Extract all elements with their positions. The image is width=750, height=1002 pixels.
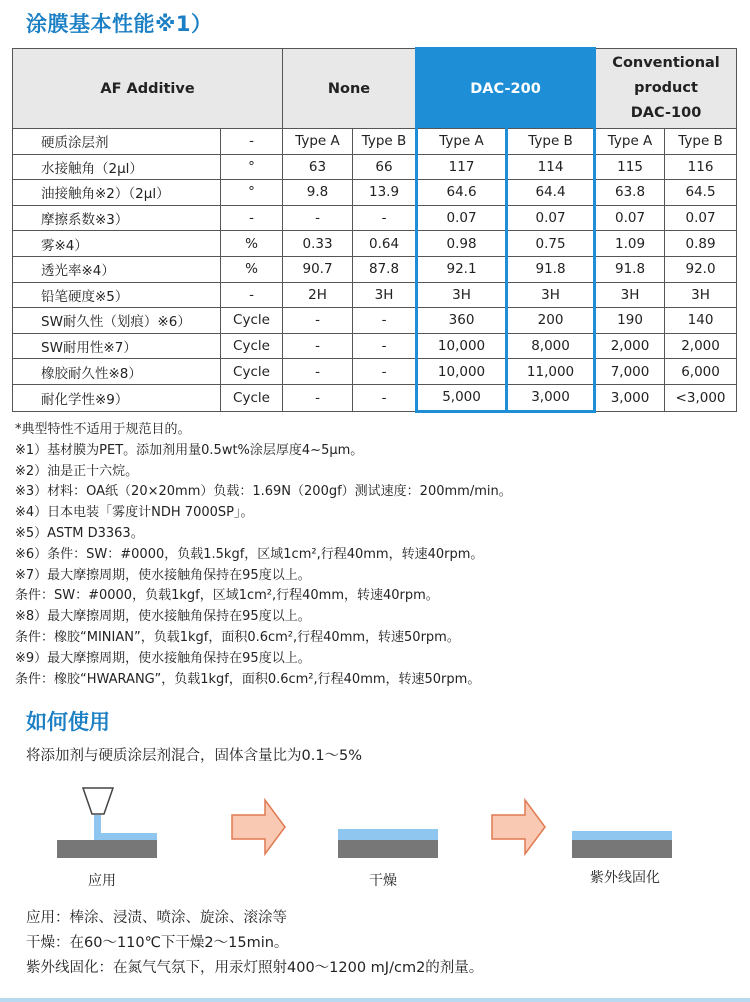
dac200-type-b-cell: 64.4 bbox=[507, 180, 595, 206]
property-cell: 橡胶耐久性※8） bbox=[13, 359, 221, 385]
caption-apply: 应用 bbox=[88, 873, 116, 889]
none-type-b-cell: - bbox=[353, 333, 417, 359]
header-conventional bbox=[595, 49, 737, 129]
table-header-row bbox=[13, 49, 737, 129]
unit-cell: - bbox=[221, 282, 283, 308]
header-conventional-line1: Conventional bbox=[612, 55, 720, 71]
dac200-type-b-cell: 0.07 bbox=[507, 205, 595, 231]
nozzle-icon bbox=[83, 788, 113, 814]
dac200-type-b-cell: 3H bbox=[507, 282, 595, 308]
conv-type-a-cell: 7,000 bbox=[595, 359, 665, 385]
conv-type-a-cell: 1.09 bbox=[595, 231, 665, 257]
conv-type-a-cell: 91.8 bbox=[595, 256, 665, 282]
unit-cell: % bbox=[221, 231, 283, 257]
dac200-type-b-cell: 11,000 bbox=[507, 359, 595, 385]
unit-cell: Cycle bbox=[221, 308, 283, 334]
footnote-line: ※4）日本电装「雾度计NDH 7000SP」。 bbox=[15, 505, 254, 521]
property-cell: 铅笔硬度※5） bbox=[13, 282, 221, 308]
dac200-type-a-cell: 10,000 bbox=[417, 359, 507, 385]
step-apply-illustration bbox=[57, 788, 157, 858]
none-type-b-cell: 0.64 bbox=[353, 231, 417, 257]
footnote-line: 条件：橡胶“MINIAN”，负载1kgf，面积0.6cm²,行程40mm，转速50rpm。 bbox=[15, 629, 460, 645]
dac200-type-a-cell: 64.6 bbox=[417, 180, 507, 206]
table-row bbox=[13, 205, 737, 231]
dac200-type-a-cell: 92.1 bbox=[417, 256, 507, 282]
none-type-a-cell: - bbox=[283, 205, 353, 231]
conv-type-b-cell: 140 bbox=[665, 308, 737, 334]
uv-coating bbox=[572, 831, 672, 840]
usage-step-uv: 紫外线固化：在氮气气氛下，用汞灯照射400～1200 mJ/cm2的剂量。 bbox=[26, 960, 484, 976]
usage-steps bbox=[26, 906, 483, 981]
property-cell: 耐化学性※9） bbox=[13, 384, 221, 411]
conv-type-b-cell: 0.07 bbox=[665, 205, 737, 231]
footnote-line: ※8）最大摩擦周期，使水接触角保持在95度以上。 bbox=[15, 609, 311, 625]
footnote-line: ※1）基材膜为PET。添加剂用量0.5wt%涂层厚度4~5μm。 bbox=[15, 442, 364, 458]
conv-type-a-cell: 3H bbox=[595, 282, 665, 308]
conv-type-b-cell: 64.5 bbox=[665, 180, 737, 206]
none-type-b-cell: 13.9 bbox=[353, 180, 417, 206]
dry-substrate bbox=[338, 840, 438, 858]
footnote-line: ※3）材料：OA纸（20×20mm）负载：1.69N（200gf）测试速度：200mm/min。 bbox=[15, 484, 512, 500]
dac200-type-a-cell: 117 bbox=[417, 154, 507, 180]
apply-coating bbox=[95, 833, 157, 840]
property-cell: 硬质涂层剂 bbox=[13, 129, 221, 155]
none-type-a-cell: - bbox=[283, 308, 353, 334]
footnotes bbox=[15, 420, 512, 690]
table-row bbox=[13, 231, 737, 257]
conv-type-b-cell: <3,000 bbox=[665, 384, 737, 411]
unit-cell: - bbox=[221, 205, 283, 231]
usage-step-dry: 干燥：在60～110℃下干燥2～15min。 bbox=[26, 935, 289, 951]
conv-type-b-cell: 0.89 bbox=[665, 231, 737, 257]
none-type-a-cell: 63 bbox=[283, 154, 353, 180]
dac200-type-a-cell: 0.98 bbox=[417, 231, 507, 257]
footnote-line: ※7）最大摩擦周期，使水接触角保持在95度以上。 bbox=[15, 567, 311, 583]
dac200-type-b-cell: 91.8 bbox=[507, 256, 595, 282]
footnote-line: 条件：橡胶“HWARANG”，负载1kgf，面积0.6cm²,行程40mm，转速50rpm。 bbox=[15, 671, 481, 687]
table-row bbox=[13, 154, 737, 180]
footnote-line: ※5）ASTM D3363。 bbox=[15, 525, 144, 541]
none-type-b-cell: 87.8 bbox=[353, 256, 417, 282]
header-conventional-line3: DAC-100 bbox=[630, 105, 702, 121]
section-title-how-to-use: 如何使用 bbox=[26, 710, 110, 734]
footnote-line: ※9）最大摩擦周期，使水接触角保持在95度以上。 bbox=[15, 650, 311, 666]
table-row bbox=[13, 308, 737, 334]
dac200-type-b-cell: 114 bbox=[507, 154, 595, 180]
none-type-a-cell: - bbox=[283, 333, 353, 359]
conv-type-b-cell: 2,000 bbox=[665, 333, 737, 359]
header-af-additive: AF Additive bbox=[13, 49, 283, 129]
table-row bbox=[13, 180, 737, 206]
table-row bbox=[13, 256, 737, 282]
none-type-a-cell: 0.33 bbox=[283, 231, 353, 257]
conv-type-b-cell: 92.0 bbox=[665, 256, 737, 282]
caption-dry: 干燥 bbox=[369, 873, 397, 889]
property-cell: 透光率※4） bbox=[13, 256, 221, 282]
unit-cell: ° bbox=[221, 154, 283, 180]
dac200-type-b-cell: 3,000 bbox=[507, 384, 595, 411]
none-type-b-cell: Type B bbox=[353, 129, 417, 155]
none-type-b-cell: - bbox=[353, 308, 417, 334]
conv-type-b-cell: 3H bbox=[665, 282, 737, 308]
dac200-type-b-cell: 200 bbox=[507, 308, 595, 334]
property-cell: 摩擦系数※3） bbox=[13, 205, 221, 231]
footnote-line: ※2）油是正十六烷。 bbox=[15, 463, 139, 479]
none-type-b-cell: - bbox=[353, 205, 417, 231]
conv-type-a-cell: 63.8 bbox=[595, 180, 665, 206]
step-uv-cure-illustration bbox=[572, 831, 672, 858]
footnote-line: *典型特性不适用于规范目的。 bbox=[15, 422, 191, 437]
apply-stream bbox=[94, 815, 101, 840]
header-none: None bbox=[283, 49, 417, 129]
step-dry-illustration bbox=[338, 829, 438, 858]
arrow-icon-1 bbox=[232, 800, 285, 854]
property-cell: 油接触角※2）（2μl） bbox=[13, 180, 221, 206]
conv-type-a-cell: Type A bbox=[595, 129, 665, 155]
unit-cell: Cycle bbox=[221, 333, 283, 359]
property-cell: SW耐用性※7） bbox=[13, 333, 221, 359]
table-row bbox=[13, 282, 737, 308]
none-type-a-cell: 9.8 bbox=[283, 180, 353, 206]
table-row bbox=[13, 384, 737, 411]
dac200-type-a-cell: Type A bbox=[417, 129, 507, 155]
conv-type-a-cell: 190 bbox=[595, 308, 665, 334]
bottom-divider bbox=[0, 998, 750, 1002]
property-cell: 水接触角（2μl） bbox=[13, 154, 221, 180]
dac200-type-a-cell: 10,000 bbox=[417, 333, 507, 359]
dac200-type-a-cell: 0.07 bbox=[417, 205, 507, 231]
unit-cell: - bbox=[221, 129, 283, 155]
conv-type-b-cell: 6,000 bbox=[665, 359, 737, 385]
uv-substrate bbox=[572, 840, 672, 858]
unit-cell: % bbox=[221, 256, 283, 282]
dac200-type-a-cell: 3H bbox=[417, 282, 507, 308]
conv-type-a-cell: 115 bbox=[595, 154, 665, 180]
unit-cell: Cycle bbox=[221, 359, 283, 385]
conv-type-b-cell: Type B bbox=[665, 129, 737, 155]
dac200-type-a-cell: 360 bbox=[417, 308, 507, 334]
none-type-b-cell: 66 bbox=[353, 154, 417, 180]
conv-type-a-cell: 2,000 bbox=[595, 333, 665, 359]
none-type-b-cell: - bbox=[353, 384, 417, 411]
header-conventional-line2: product bbox=[634, 80, 698, 96]
none-type-a-cell: - bbox=[283, 384, 353, 411]
section-title-coating-properties: 涂膜基本性能※1） bbox=[26, 12, 213, 36]
arrow-icon-2 bbox=[492, 800, 545, 854]
unit-cell: Cycle bbox=[221, 384, 283, 411]
none-type-a-cell: 2H bbox=[283, 282, 353, 308]
dac200-type-b-cell: 0.75 bbox=[507, 231, 595, 257]
none-type-a-cell: - bbox=[283, 359, 353, 385]
dac200-type-a-cell: 5,000 bbox=[417, 384, 507, 411]
none-type-b-cell: - bbox=[353, 359, 417, 385]
conv-type-a-cell: 0.07 bbox=[595, 205, 665, 231]
property-cell: SW耐久性（划痕）※6） bbox=[13, 308, 221, 334]
none-type-a-cell: Type A bbox=[283, 129, 353, 155]
conv-type-a-cell: 3,000 bbox=[595, 384, 665, 411]
none-type-a-cell: 90.7 bbox=[283, 256, 353, 282]
none-type-b-cell: 3H bbox=[353, 282, 417, 308]
properties-table bbox=[12, 47, 737, 413]
dac200-type-b-cell: 8,000 bbox=[507, 333, 595, 359]
header-dac-200: DAC-200 bbox=[417, 49, 595, 129]
caption-uv-cure: 紫外线固化 bbox=[590, 870, 660, 886]
footnote-line: ※6）条件：SW：#0000，负载1.5kgf，区域1cm²,行程40mm，转速40rpm。 bbox=[15, 546, 484, 562]
unit-cell: ° bbox=[221, 180, 283, 206]
usage-lead-text: 将添加剂与硬质涂层剂混合，固体含量比为0.1～5% bbox=[26, 748, 363, 764]
conv-type-b-cell: 116 bbox=[665, 154, 737, 180]
usage-step-apply: 应用：棒涂、浸渍、喷涂、旋涂、滚涂等 bbox=[26, 910, 287, 926]
table-row bbox=[13, 129, 737, 155]
dry-coating bbox=[338, 829, 438, 840]
footnote-line: 条件：SW：#0000，负载1kgf，区域1cm²,行程40mm，转速40rpm。 bbox=[15, 588, 439, 604]
table-row bbox=[13, 359, 737, 385]
apply-substrate bbox=[57, 840, 157, 858]
table-row bbox=[13, 333, 737, 359]
property-cell: 雾※4） bbox=[13, 231, 221, 257]
dac200-type-b-cell: Type B bbox=[507, 129, 595, 155]
